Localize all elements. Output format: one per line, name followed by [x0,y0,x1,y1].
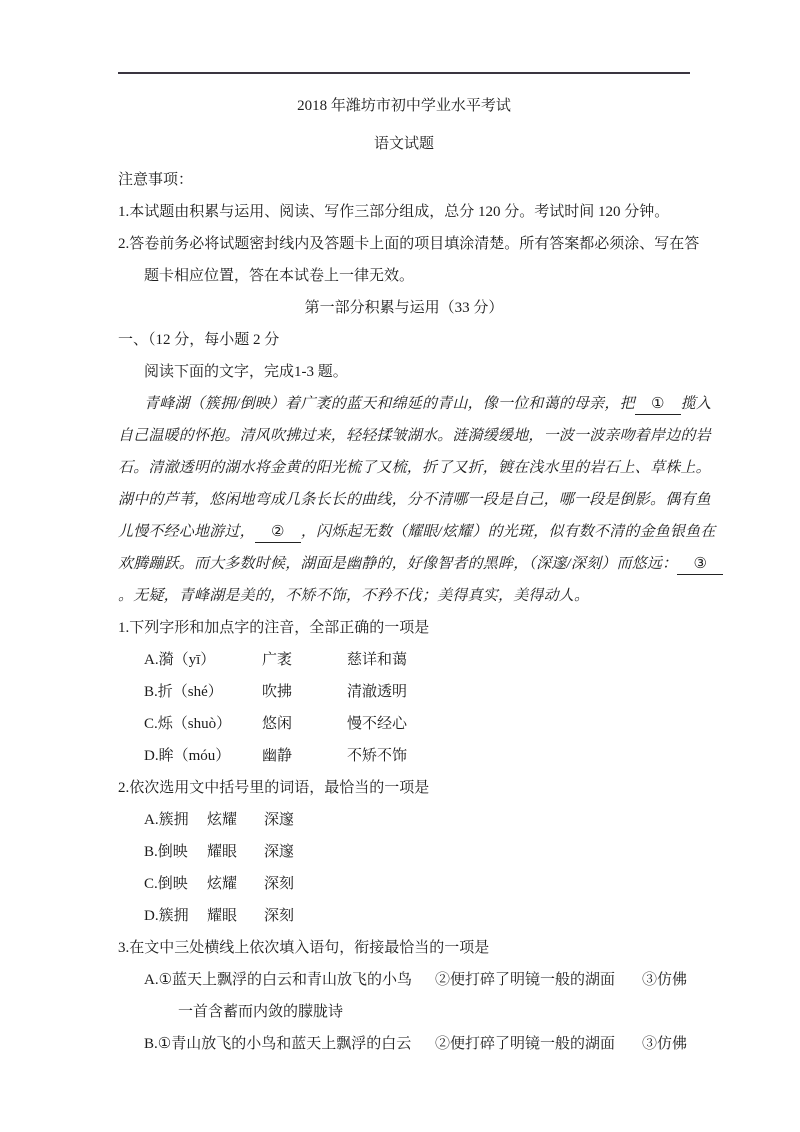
question-2-stem: 2.依次选用文中括号里的词语，最恰当的一项是 [118,780,430,796]
q3-option-b [118,1028,690,1060]
option-word: 清澈透明 [347,684,408,700]
option-phrase: ②便打碎了明镜一般的湖面 [435,1036,616,1052]
option-word: 幽静 [262,748,293,764]
passage-blank-3: ③ [677,554,723,575]
option-word: 慢不经心 [347,716,408,732]
header-rule [118,72,690,74]
option-word: 炫耀 [207,876,238,892]
option-label: C.倒映 [144,876,188,892]
option-phrase: A.①蓝天上飘浮的白云和青山放飞的小鸟 [144,972,413,988]
notice-heading: 注意事项： [118,172,194,188]
q2-option-a [118,804,690,836]
passage-blank-1: ① [635,394,681,415]
passage-text: 揽入 [680,396,712,412]
passage-text: 儿慢不经心地游过， [118,524,255,540]
exam-title: 2018 年潍坊市初中学业水平考试 [297,98,511,114]
option-word: 炫耀 [207,812,238,828]
option-label: B.倒映 [144,844,188,860]
passage-text: 青峰湖（簇拥/倒映）着广袤的蓝天和绵延的青山，像一位和蔼的母亲，把 [144,396,635,412]
option-phrase: ③仿佛 [642,972,688,988]
passage-text: 欢腾蹦跃。而大多数时候，湖面是幽静的，好像智者的黑眸，（深邃/深刻）而悠远： [118,556,678,572]
passage-line-1 [118,388,712,420]
passage-blank-2: ② [255,522,301,543]
option-word: 吹拂 [262,684,293,700]
q3-option-a-cont: 一首含蓄而内敛的朦胧诗 [178,1004,344,1020]
q1-option-d [118,740,690,772]
option-label: B.折（shé） [144,684,223,700]
notice-item-1: 1.本试题由积累与运用、阅读、写作三部分组成，总分 120 分。考试时间 120 分钟。 [118,204,670,220]
option-phrase: B.①青山放飞的小鸟和蓝天上飘浮的白云 [144,1036,412,1052]
option-word: 耀眼 [207,844,238,860]
passage-line-5 [118,516,716,548]
option-label: C.烁（shuò） [144,716,232,732]
option-word: 深刻 [264,876,295,892]
q3-option-a [118,964,690,996]
part-one-label: 一、（12 分，每小题 2 分 [118,332,280,348]
page-content [118,0,716,1060]
q1-option-b [118,676,690,708]
notice-item-2-cont: 题卡相应位置，答在本试卷上一律无效。 [144,268,415,284]
question-1-stem: 1.下列字形和加点字的注音，全部正确的一项是 [118,620,430,636]
option-label: A.漪（yī） [144,652,216,668]
section-heading: 第一部分积累与运用（33 分） [304,300,504,316]
option-label: D.眸（móu） [144,748,231,764]
option-word: 广袤 [262,652,293,668]
q1-option-a [118,644,690,676]
passage-text: ，闪烁起无数（耀眼/炫耀）的光斑，似有数不清的金鱼银鱼在 [300,524,716,540]
option-word: 慈详和蔼 [347,652,408,668]
option-label: D.簇拥 [144,908,189,924]
q2-option-b [118,836,690,868]
option-word: 深刻 [264,908,295,924]
q2-option-c [118,868,690,900]
question-3-stem: 3.在文中三处横线上依次填入语句，衔接最恰当的一项是 [118,940,490,956]
reading-instruction: 阅读下面的文字，完成1-3 题。 [144,364,348,380]
exam-subtitle: 语文试题 [373,136,434,152]
passage-line-3: 石。清澈透明的湖水将金黄的阳光梳了又梳，折了又折，镀在浅水里的岩石上、草株上。 [118,460,711,476]
q1-option-c [118,708,690,740]
option-label: A.簇拥 [144,812,189,828]
option-word: 不矫不饰 [347,748,408,764]
q2-option-d [118,900,690,932]
option-word: 深邃 [264,844,295,860]
option-phrase: ②便打碎了明镜一般的湖面 [435,972,616,988]
option-word: 耀眼 [207,908,238,924]
passage-line-2: 自己温暖的怀抱。清风吹拂过来，轻轻揉皱湖水。涟漪缓缓地，一波一波亲吻着岸边的岩 [118,428,711,444]
option-word: 悠闲 [262,716,293,732]
passage-line-7: 。无疑，青峰湖是美的，不矫不饰，不矜不伐；美得真实，美得动人。 [118,588,590,604]
option-phrase: ③仿佛 [642,1036,688,1052]
option-word: 深邃 [264,812,295,828]
passage-line-6 [118,548,708,580]
passage-line-4: 湖中的芦苇，悠闲地弯成几条长长的曲线，分不清哪一段是自己，哪一段是倒影。偶有鱼 [118,492,711,508]
notice-item-2: 2.答卷前务必将试题密封线内及答题卡上面的项目填涂清楚。所有答案都必须涂、写在答 [118,236,700,252]
